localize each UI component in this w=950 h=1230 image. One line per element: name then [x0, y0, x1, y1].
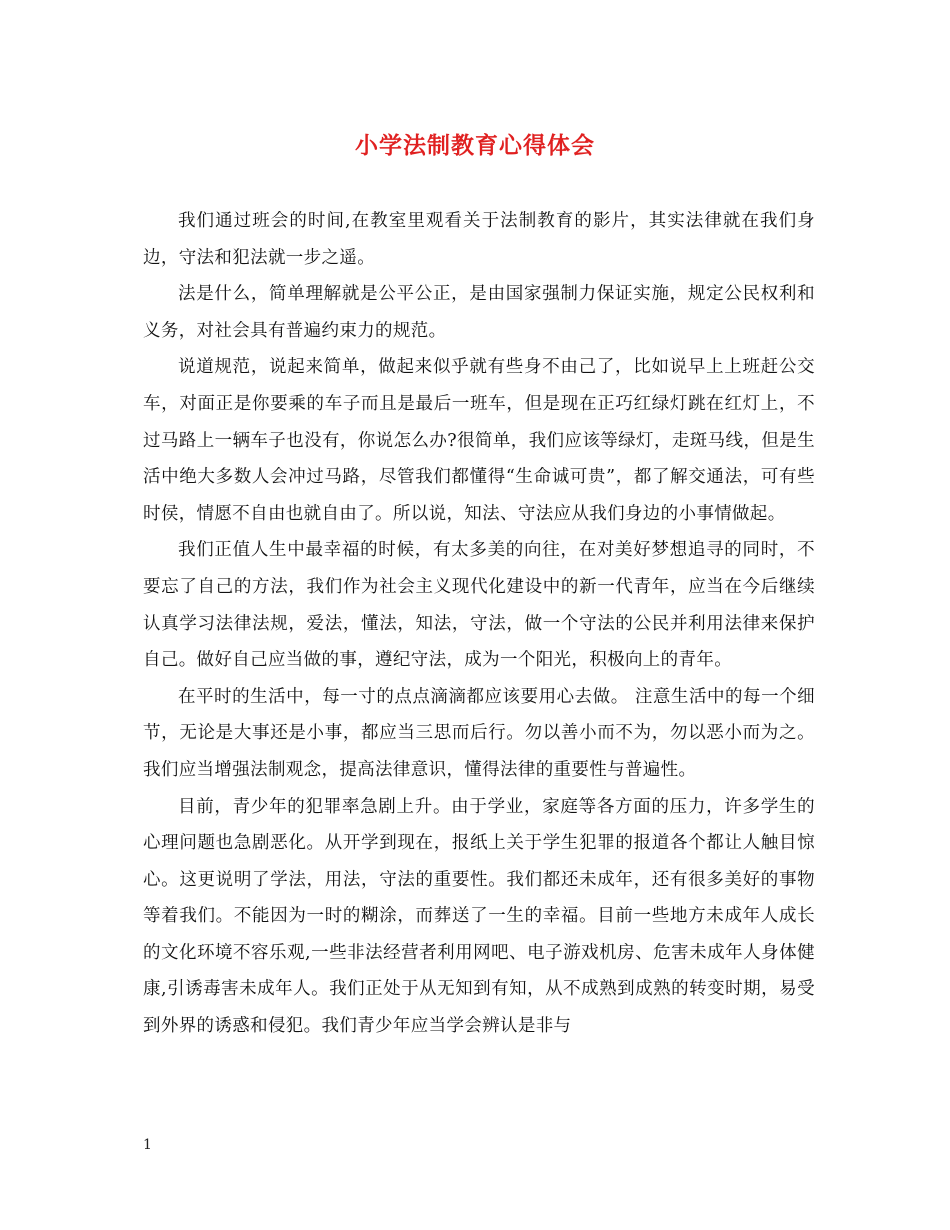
paragraph: 我们正值人生中最幸福的时候，有太多美的向往，在对美好梦想追寻的同时，不要忘了自己的方法，我们作为社会主义现代化建设中的新一代青年，应当在今后继续认真学习法律法规，爱法，懂法，知法，守法，做一个守法的公民并利用法律来保护自己。做好自己应当做的事，遵纪守法，成为一个阳光，积极向上的青年。 — [143, 540, 815, 671]
document-title: 小学法制教育心得体会 — [355, 132, 595, 159]
paragraph: 我们通过班会的时间,在教室里观看关于法制教育的影片，其实法律就在我们身边，守法和犯法就一步之遥。 — [143, 211, 815, 268]
paragraph: 在平时的生活中，每一寸的点点滴滴都应该要用心去做。 注意生活中的每一个细节，无论是大事还是小事，都应当三思而后行。勿以善小而不为，勿以恶小而为之。我们应当增强法制观念，提高法律意识，懂得法律的重要性与普遍性。 — [143, 686, 815, 780]
paragraph: 目前，青少年的犯罪率急剧上升。由于学业，家庭等各方面的压力，许多学生的心理问题也急剧恶化。从开学到现在，报纸上关于学生犯罪的报道各个都让人触目惊心。这更说明了学法，用法，守法的重要性。我们都还未成年，还有很多美好的事物等着我们。不能因为一时的糊涂，而葬送了一生的幸福。目前一些地方未成年人成长的文化环境不容乐观,一些非法经营者利用网吧、电子游戏机房、危害未成年人身体健康,引诱毒害未成年人。我们正处于从无知到有知，从不成熟到成熟的转变时期，易受到外界的诱惑和侵犯。我们青少年应当学会辨认是非与 — [143, 796, 815, 1037]
document-body — [143, 203, 815, 1045]
paragraph: 法是什么，简单理解就是公平公正，是由国家强制力保证实施，规定公民权利和义务，对社会具有普遍约束力的规范。 — [143, 284, 815, 341]
paragraph: 说道规范，说起来简单，做起来似乎就有些身不由己了，比如说早上上班赶公交车，对面正是你要乘的车子而且是最后一班车，但是现在正巧红绿灯跳在红灯上，不过马路上一辆车子也没有，你说怎么办?很简单，我们应该等绿灯，走斑马线，但是生活中绝大多数人会冲过马路，尽管我们都懂得“生命诚可贵”，都了解交通法，可有些时侯，情愿不自由也就自由了。所以说，知法、守法应从我们身边的小事情做起。 — [143, 357, 815, 524]
page-number: 1 — [143, 1137, 152, 1153]
